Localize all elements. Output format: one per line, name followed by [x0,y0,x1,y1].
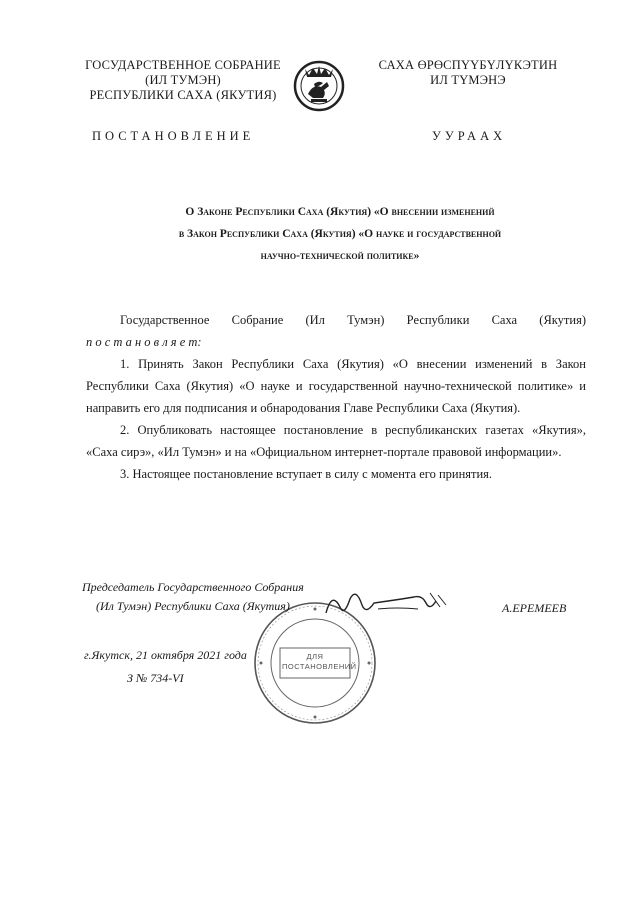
header-right-line2: ИЛ ТҮМЭНЭ [430,73,506,87]
body-item-1: 1. Принять Закон Республики Саха (Якутия) «О внесении изменений в Закон Республики Саха (Якутия) «О науке и государственной научно-технической политике» и направить его для подписания и обнародования Главе Республики Саха (Якутия). [86,357,586,415]
title-line3: научно-технической политике» [260,250,420,262]
header-left-line3: РЕСПУБЛИКИ САХА (ЯКУТИЯ) [89,88,277,102]
header-right [360,58,576,88]
signature-block [82,580,304,614]
header-left-line2: (ИЛ ТУМЭН) [145,73,221,87]
title-line2: в Закон Республики Саха (Якутия) «О науке и государственной [178,228,502,240]
header-right-line1: САХА ӨРӨСПҮҮБҮЛҮКЭТИН [378,58,558,72]
signer-position-line1: Председатель Государственного Собрания [82,580,304,594]
title-line1: О Законе Республики Саха (Якутия) «О внесении изменений [185,206,495,218]
document-number: З № 734-VI [127,671,184,685]
seal-center-text: ДЛЯ ПОСТАНОВЛЕНИЙ [282,652,357,671]
body-item-2: 2. Опубликовать настоящее постановление в республиканских газетах «Якутия», «Саха сирэ», «Ил Тумэн» и на «Официальном интернет-портале правовой информации». [86,423,586,459]
coat-of-arms-emblem [293,60,345,112]
handwritten-signature [318,585,468,625]
doc-type-right: УУРААХ [432,129,507,143]
signer-name: А.ЕРЕМЕЕВ [502,601,567,615]
document-body [86,309,586,485]
document-title [90,201,590,267]
header-left-line1: ГОСУДАРСТВЕННОЕ СОБРАНИЕ [85,58,281,72]
place-date: г.Якутск, 21 октября 2021 года [84,648,247,662]
header-left [78,58,288,103]
body-intro: Государственное Собрание (Ил Тумэн) Республики Саха (Якутия) [120,313,586,327]
signer-position-line2: (Ил Тумэн) Республики Саха (Якутия) [96,599,290,613]
body-item-3: 3. Настоящее постановление вступает в силу с момента его принятия. [120,467,493,481]
body-resolves: п о с т а н о в л я е т: [86,335,202,349]
doc-type-left: ПОСТАНОВЛЕНИЕ [92,129,255,143]
